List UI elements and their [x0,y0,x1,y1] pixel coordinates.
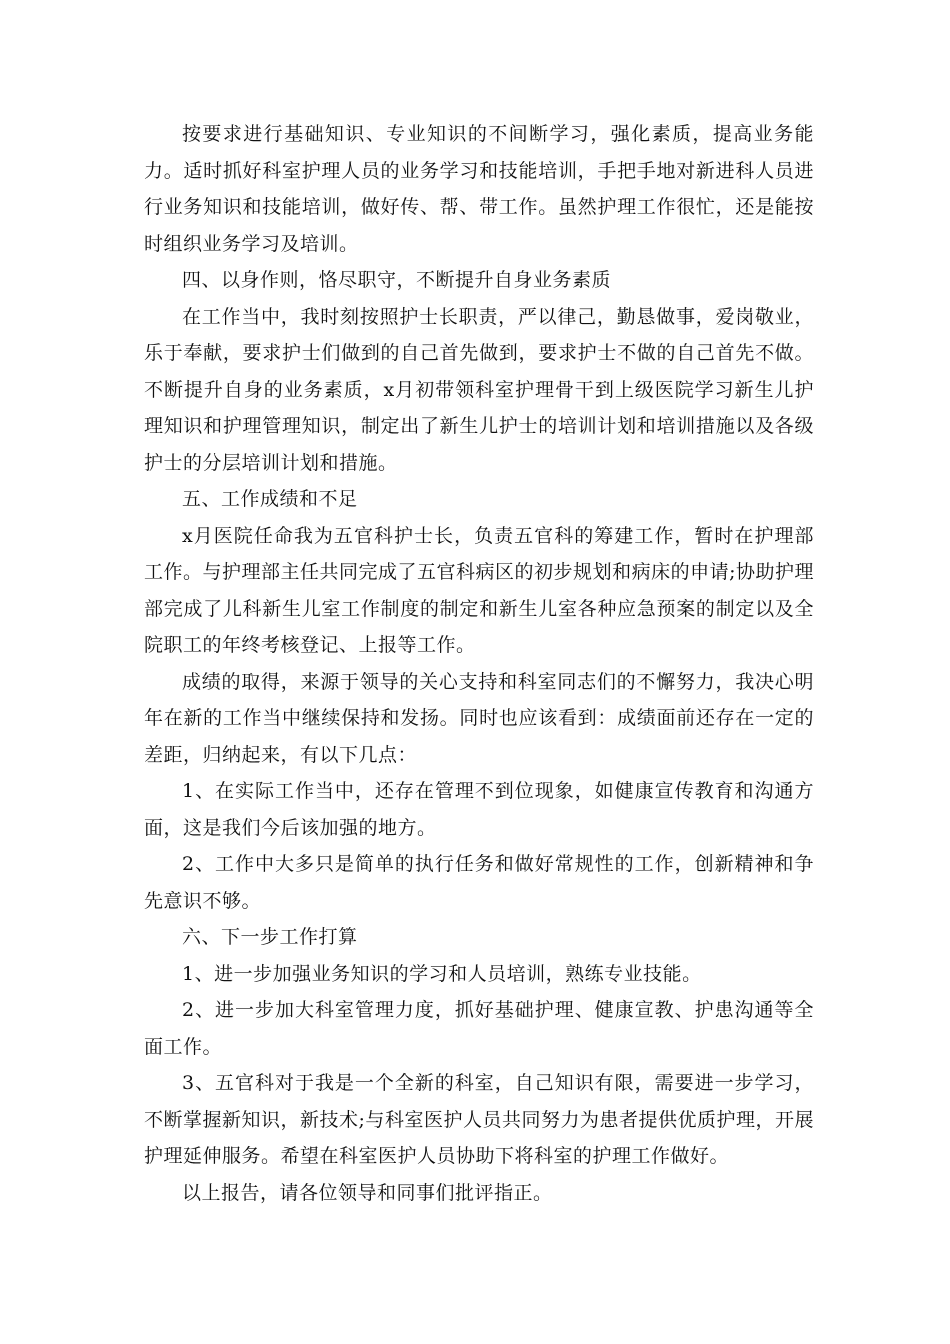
paragraph-duty: 在工作当中，我时刻按照护士长职责，严以律己，勤恳做事，爱岗敬业，乐于奉献，要求护士们做到的自己首先做到，要求护士不做的自己首先不做。不断提升自身的业务素质，x月初带领科室护理骨干到上级医院学习新生儿护理知识和护理管理知识，制定出了新生儿护士的培训计划和培训措施以及各级护士的分层培训计划和措施。 [144,305,814,474]
shortcoming-item-2: 2、工作中大多只是简单的执行任务和做好常规性的工作，创新精神和争先意识不够。 [144,853,814,912]
plan-item-3: 3、五官科对于我是一个全新的科室，自己知识有限，需要进一步学习，不断掌握新知识，新技术;与科室医护人员共同努力为患者提供优质护理，开展护理延伸服务。希望在科室医护人员协助下将科室的护理工作做好。 [144,1072,814,1167]
paragraph-study-training: 按要求进行基础知识、专业知识的不间断学习，强化素质，提高业务能力。适时抓好科室护理人员的业务学习和技能培训，手把手地对新进科人员进行业务知识和技能培训，做好传、帮、带工作。虽然护理工作很忙，还是能按时组织业务学习及培训。 [144,123,814,255]
closing-remark: 以上报告，请各位领导和同事们批评指正。 [182,1181,553,1204]
shortcoming-item-1: 1、在实际工作当中，还存在管理不到位现象，如健康宣传教育和沟通方面，这是我们今后该加强的地方。 [144,780,814,839]
plan-item-1: 1、进一步加强业务知识的学习和人员培训，熟练专业技能。 [182,962,702,985]
section-heading-4: 四、以身作则，恪尽职守，不断提升自身业务素质 [182,269,612,291]
paragraph-appointment: x月医院任命我为五官科护士长，负责五官科的筹建工作，暂时在护理部工作。与护理部主任共同完成了五官科病区的初步规划和病床的申请;协助护理部完成了儿科新生儿室工作制度的制定和新生儿室各种应急预案的制定以及全院职工的年终考核登记、上报等工作。 [144,524,814,656]
section-heading-5: 五、工作成绩和不足 [182,488,358,510]
section-heading-6: 六、下一步工作打算 [182,926,358,948]
paragraph-achievements: 成绩的取得，来源于领导的关心支持和科室同志们的不懈努力，我决心明年在新的工作当中继续保持和发扬。同时也应该看到：成绩面前还存在一定的差距，归纳起来，有以下几点： [144,670,814,766]
document-body [144,116,814,1211]
plan-item-2: 2、进一步加大科室管理力度，抓好基础护理、健康宣教、护患沟通等全面工作。 [144,999,814,1058]
